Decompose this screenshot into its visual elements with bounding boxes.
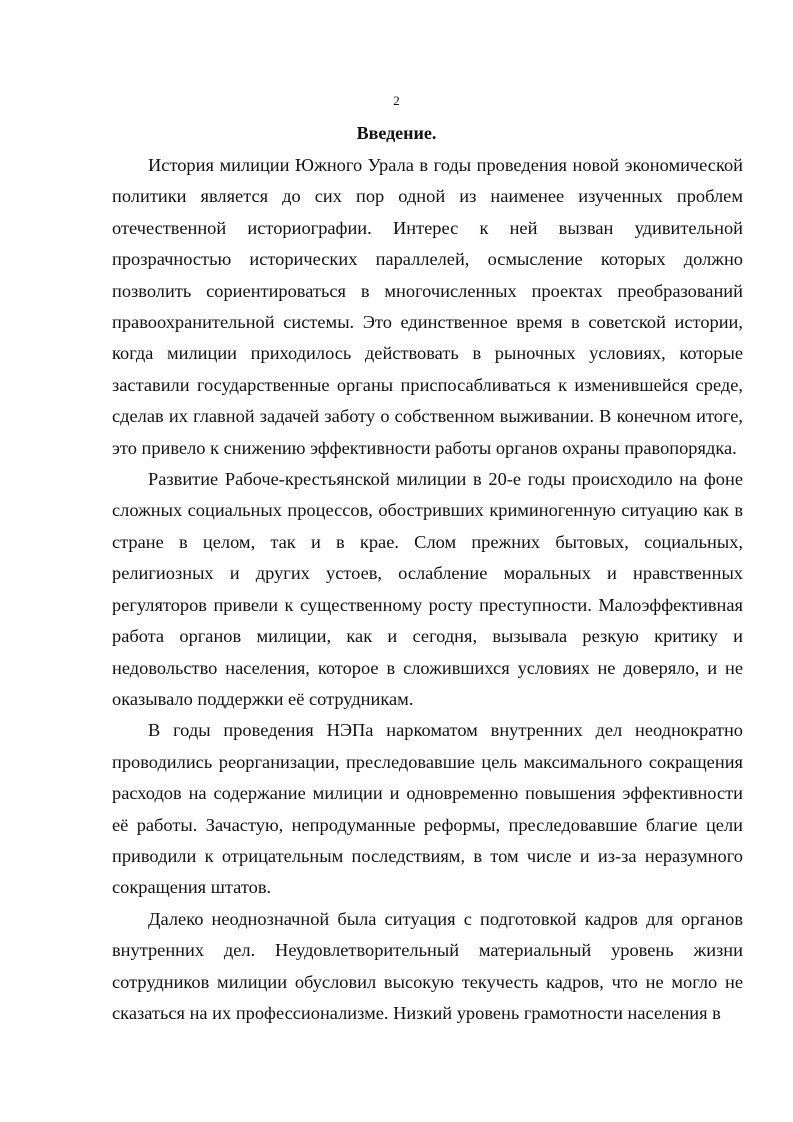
paragraph: Далеко неоднозначной была ситуация с подготовкой кадров для органов внутренних дел. Неудовлетворительный материальный уровень жизни сотрудников милиции обусловил высокую текучесть кадров, что не могло не сказаться на их профессионализме. Низкий уровень грамотности населения в (112, 908, 743, 1023)
body-text (112, 150, 743, 1029)
paragraph: В годы проведения НЭПа наркоматом внутренних дел неоднократно проводились реорганизации, преследовавшие цель максимального сокращения расходов на содержание милиции и одновременно повышения эффективности её работы. Зачастую, непродуманные реформы, преследовавшие благие цели приводили к отрицательным последствиям, в том числе и из-за неразумного сокращения штатов. (112, 720, 743, 898)
page-number: 2 (393, 93, 400, 108)
section-heading: Введение. (356, 123, 437, 143)
paragraph: История милиции Южного Урала в годы проведения новой экономической политики является до сих пор одной из наименее изученных проблем отечественной историографии. Интерес к ней вызван удивительной прозрачностью исторических параллелей, осмысление которых должно позволить сориентироваться в многочисленных проектах преобразований правоохранительной системы. Это единственное время в советской истории, когда милиции приходилось действовать в рыночных условиях, которые заставили государственные органы приспосабливаться к изменившейся среде, сделав их главной задачей заботу о собственном выживании. В конечном итоге, это привело к снижению эффективности работы органов охраны правопорядка. (112, 155, 743, 458)
paragraph: Развитие Рабоче-крестьянской милиции в 20-е годы происходило на фоне сложных социальных процессов, обостривших криминогенную ситуацию как в стране в целом, так и в крае. Слом прежних бытовых, социальных, религиозных и других устоев, ослабление моральных и нравственных регуляторов привели к существенному росту преступности. Малоэффективная работа органов милиции, как и сегодня, вызывала резкую критику и недовольство населения, которое в сложившихся условиях не доверяло, и не оказывало поддержки её сотрудникам. (112, 469, 743, 709)
